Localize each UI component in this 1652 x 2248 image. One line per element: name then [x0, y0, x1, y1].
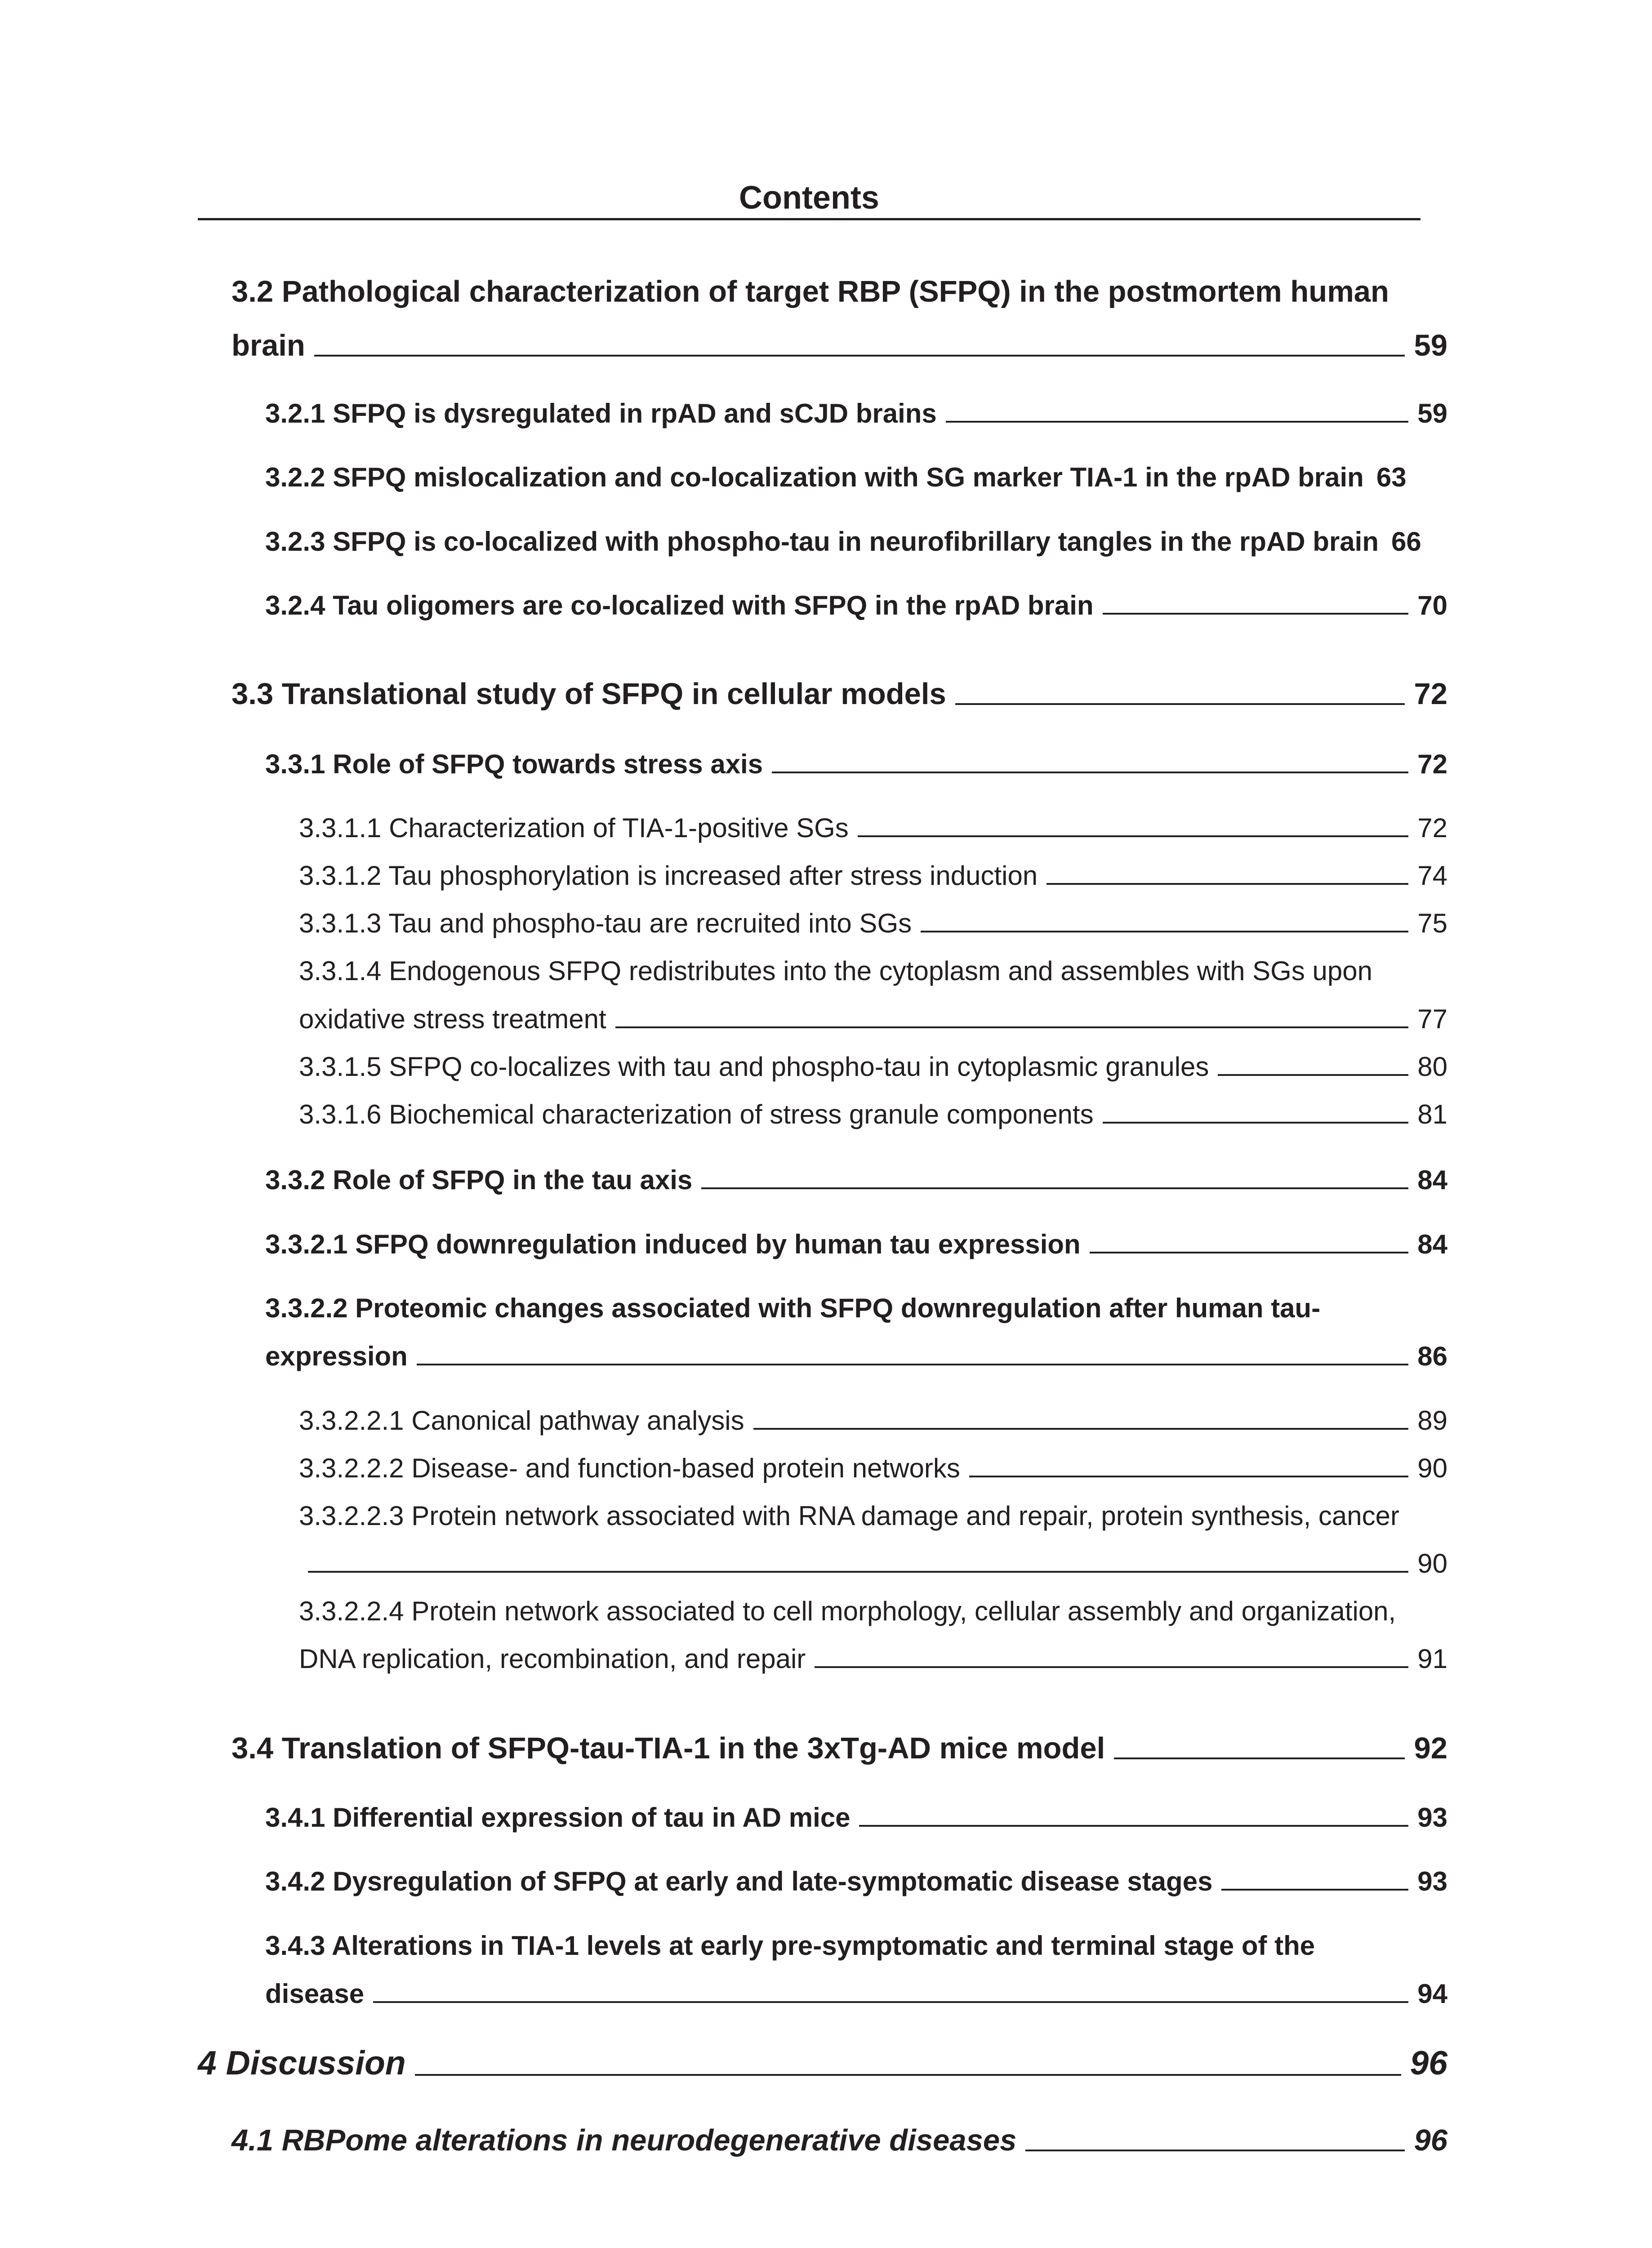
dot-leader — [815, 1666, 1408, 1668]
toc-entry-page: 81 — [1417, 1099, 1447, 1129]
toc-entry[interactable] — [265, 1229, 1447, 1260]
toc-entry-page: 91 — [1417, 1644, 1447, 1674]
toc-entry-title: 3.3 Translational study of SFPQ in cellular models — [232, 677, 946, 711]
toc-entry-title: disease — [265, 1979, 365, 2009]
toc-entry[interactable] — [299, 812, 1447, 843]
toc-entry-page: 90 — [1417, 1548, 1447, 1579]
toc-entry[interactable] — [265, 526, 1447, 557]
toc-entry[interactable] — [299, 1643, 1447, 1674]
toc-entry[interactable] — [265, 749, 1447, 780]
dot-leader — [969, 1476, 1408, 1477]
toc-entry-title: 3.3.1 Role of SFPQ towards stress axis — [265, 749, 763, 779]
toc-entry-page: 84 — [1417, 1165, 1447, 1195]
toc-entry-first-line: 3.2 Pathological characterization of target RBP (SFPQ) in the postmortem human — [232, 275, 1389, 308]
dot-leader — [701, 1187, 1408, 1189]
dot-leader — [946, 421, 1408, 423]
toc-entry-title: oxidative stress treatment — [299, 1004, 606, 1034]
dot-leader — [1218, 1074, 1408, 1076]
toc-entry[interactable] — [299, 908, 1447, 939]
dot-leader — [308, 1571, 1408, 1573]
toc-entry[interactable] — [265, 1164, 1447, 1195]
toc-entry-page: 72 — [1417, 813, 1447, 843]
toc-entry-page: 75 — [1417, 908, 1447, 938]
toc-entry-title: 3.3.1.3 Tau and phospho-tau are recruited into SGs — [299, 908, 912, 938]
toc-entry-title: 3.4.2 Dysregulation of SFPQ at early and late-symptomatic disease stages — [265, 1866, 1213, 1896]
toc-entry-title: expression — [265, 1341, 408, 1371]
toc-entry[interactable] — [299, 1548, 1447, 1579]
toc-entry-title: 3.2.2 SFPQ mislocalization and co-localization with SG marker TIA-1 in the rpAD brain — [265, 462, 1364, 492]
toc-entry[interactable] — [299, 1004, 1447, 1035]
toc-entry-title: 3.3.2.1 SFPQ downregulation induced by human tau expression — [265, 1229, 1081, 1259]
dot-leader — [1103, 613, 1409, 615]
toc-entry-page: 94 — [1417, 1979, 1447, 2009]
toc-entry[interactable] — [299, 1051, 1447, 1082]
toc-entry-page: 63 — [1376, 462, 1407, 492]
toc-entry[interactable] — [299, 1405, 1447, 1436]
toc-entry-page: 86 — [1417, 1341, 1447, 1371]
toc-entry-page: 77 — [1417, 1004, 1447, 1034]
toc-entry-page: 72 — [1417, 749, 1447, 779]
dot-leader — [858, 835, 1408, 837]
dot-leader — [1046, 883, 1408, 885]
toc-entry-first-line: 3.3.2.2.4 Protein network associated to cell morphology, cellular assembly and organization, — [299, 1596, 1396, 1626]
toc-entry-page: 92 — [1414, 1731, 1447, 1765]
toc-entry[interactable] — [232, 328, 1447, 363]
toc-entry-page: 70 — [1417, 590, 1447, 620]
toc-entry-page: 96 — [1410, 2044, 1447, 2082]
toc-entry-title: 3.2.3 SFPQ is co-localized with phospho-tau in neurofibrillary tangles in the rpAD brain — [265, 526, 1379, 557]
dot-leader — [772, 772, 1408, 773]
toc-entry[interactable] — [232, 677, 1447, 711]
toc-entry-title: 3.4 Translation of SFPQ-tau-TIA-1 in the 3xTg-AD mice model — [232, 1731, 1105, 1765]
toc-entry-page: 72 — [1414, 677, 1447, 711]
toc-entry-page: 59 — [1417, 398, 1447, 428]
toc-entry[interactable] — [265, 1866, 1447, 1897]
toc-entry-first-line: 3.3.2.2.3 Protein network associated with RNA damage and repair, protein synthesis, cancer — [299, 1501, 1400, 1531]
toc-entry-first-line: 3.3.2.2 Proteomic changes associated with SFPQ downregulation after human tau- — [265, 1293, 1321, 1323]
dot-leader — [859, 1825, 1408, 1827]
toc-entry-first-line: 3.4.3 Alterations in TIA-1 levels at early pre-symptomatic and terminal stage of the — [265, 1931, 1315, 1961]
toc-entry-page: 84 — [1417, 1229, 1447, 1259]
toc-entry[interactable] — [265, 1341, 1447, 1372]
dot-leader — [955, 703, 1405, 705]
toc-entry-title: 3.3.2.2.2 Disease- and function-based protein networks — [299, 1453, 960, 1483]
dot-leader — [1025, 2150, 1405, 2151]
dot-leader — [373, 2001, 1408, 2003]
toc-entry-title: 3.2.1 SFPQ is dysregulated in rpAD and sCJD brains — [265, 398, 937, 428]
dot-leader — [1221, 1889, 1408, 1891]
toc-entry-page: 90 — [1417, 1453, 1447, 1483]
dot-leader — [921, 931, 1408, 932]
toc-entry-page: 89 — [1417, 1405, 1447, 1436]
toc-entry[interactable] — [299, 1099, 1447, 1130]
toc-entry[interactable] — [265, 1978, 1447, 2009]
toc-entry-page: 66 — [1391, 526, 1421, 557]
dot-leader — [314, 355, 1405, 357]
toc-entry-title: 3.2.4 Tau oligomers are co-localized with SFPQ in the rpAD brain — [265, 590, 1094, 620]
toc-entry-title: 3.3.1.1 Characterization of TIA-1-positive SGs — [299, 813, 849, 843]
dot-leader — [1090, 1252, 1409, 1253]
toc-entry-title: 3.3.1.5 SFPQ co-localizes with tau and phospho-tau in cytoplasmic granules — [299, 1052, 1209, 1082]
page-header: Contents — [198, 178, 1420, 220]
dot-leader — [417, 1364, 1408, 1365]
toc-entry[interactable] — [265, 590, 1447, 621]
toc-entry[interactable] — [198, 2043, 1447, 2082]
toc-entry-page: 93 — [1417, 1802, 1447, 1833]
toc-entry[interactable] — [265, 1802, 1447, 1833]
dot-leader — [753, 1428, 1409, 1430]
toc-entry-title: 3.3.2 Role of SFPQ in the tau axis — [265, 1165, 693, 1195]
toc-entry-title: 4.1 RBPome alterations in neurodegenerative diseases — [232, 2123, 1017, 2157]
toc-entry-first-line: 3.3.1.4 Endogenous SFPQ redistributes into the cytoplasm and assembles with SGs upon — [299, 956, 1372, 986]
toc-entry-page: 74 — [1417, 861, 1447, 891]
dot-leader — [1114, 1757, 1405, 1759]
toc-entry[interactable] — [299, 860, 1447, 891]
dot-leader — [1103, 1122, 1409, 1124]
dot-leader — [615, 1026, 1409, 1028]
toc-entry-page: 93 — [1417, 1866, 1447, 1896]
toc-entry-page: 59 — [1414, 329, 1447, 362]
toc-entry-title: 3.3.1.6 Biochemical characterization of stress granule components — [299, 1099, 1094, 1129]
toc-entry-title: 4 Discussion — [198, 2044, 406, 2082]
toc-entry[interactable] — [232, 1731, 1447, 1766]
toc-entry-title: DNA replication, recombination, and repair — [299, 1644, 806, 1674]
toc-entry-page: 96 — [1414, 2123, 1447, 2157]
toc-entry-title: 3.4.1 Differential expression of tau in AD mice — [265, 1802, 850, 1833]
toc-entry-title: 3.3.1.2 Tau phosphorylation is increased after stress induction — [299, 861, 1038, 891]
toc-entry[interactable] — [299, 1453, 1447, 1484]
dot-leader — [415, 2074, 1401, 2076]
toc-entry[interactable] — [232, 2123, 1447, 2158]
toc-entry[interactable] — [265, 462, 1447, 493]
toc-entry-page: 80 — [1417, 1052, 1447, 1082]
toc-entry-title: brain — [232, 329, 305, 362]
toc-entry[interactable] — [265, 398, 1447, 429]
toc-entry-title: 3.3.2.2.1 Canonical pathway analysis — [299, 1405, 744, 1436]
